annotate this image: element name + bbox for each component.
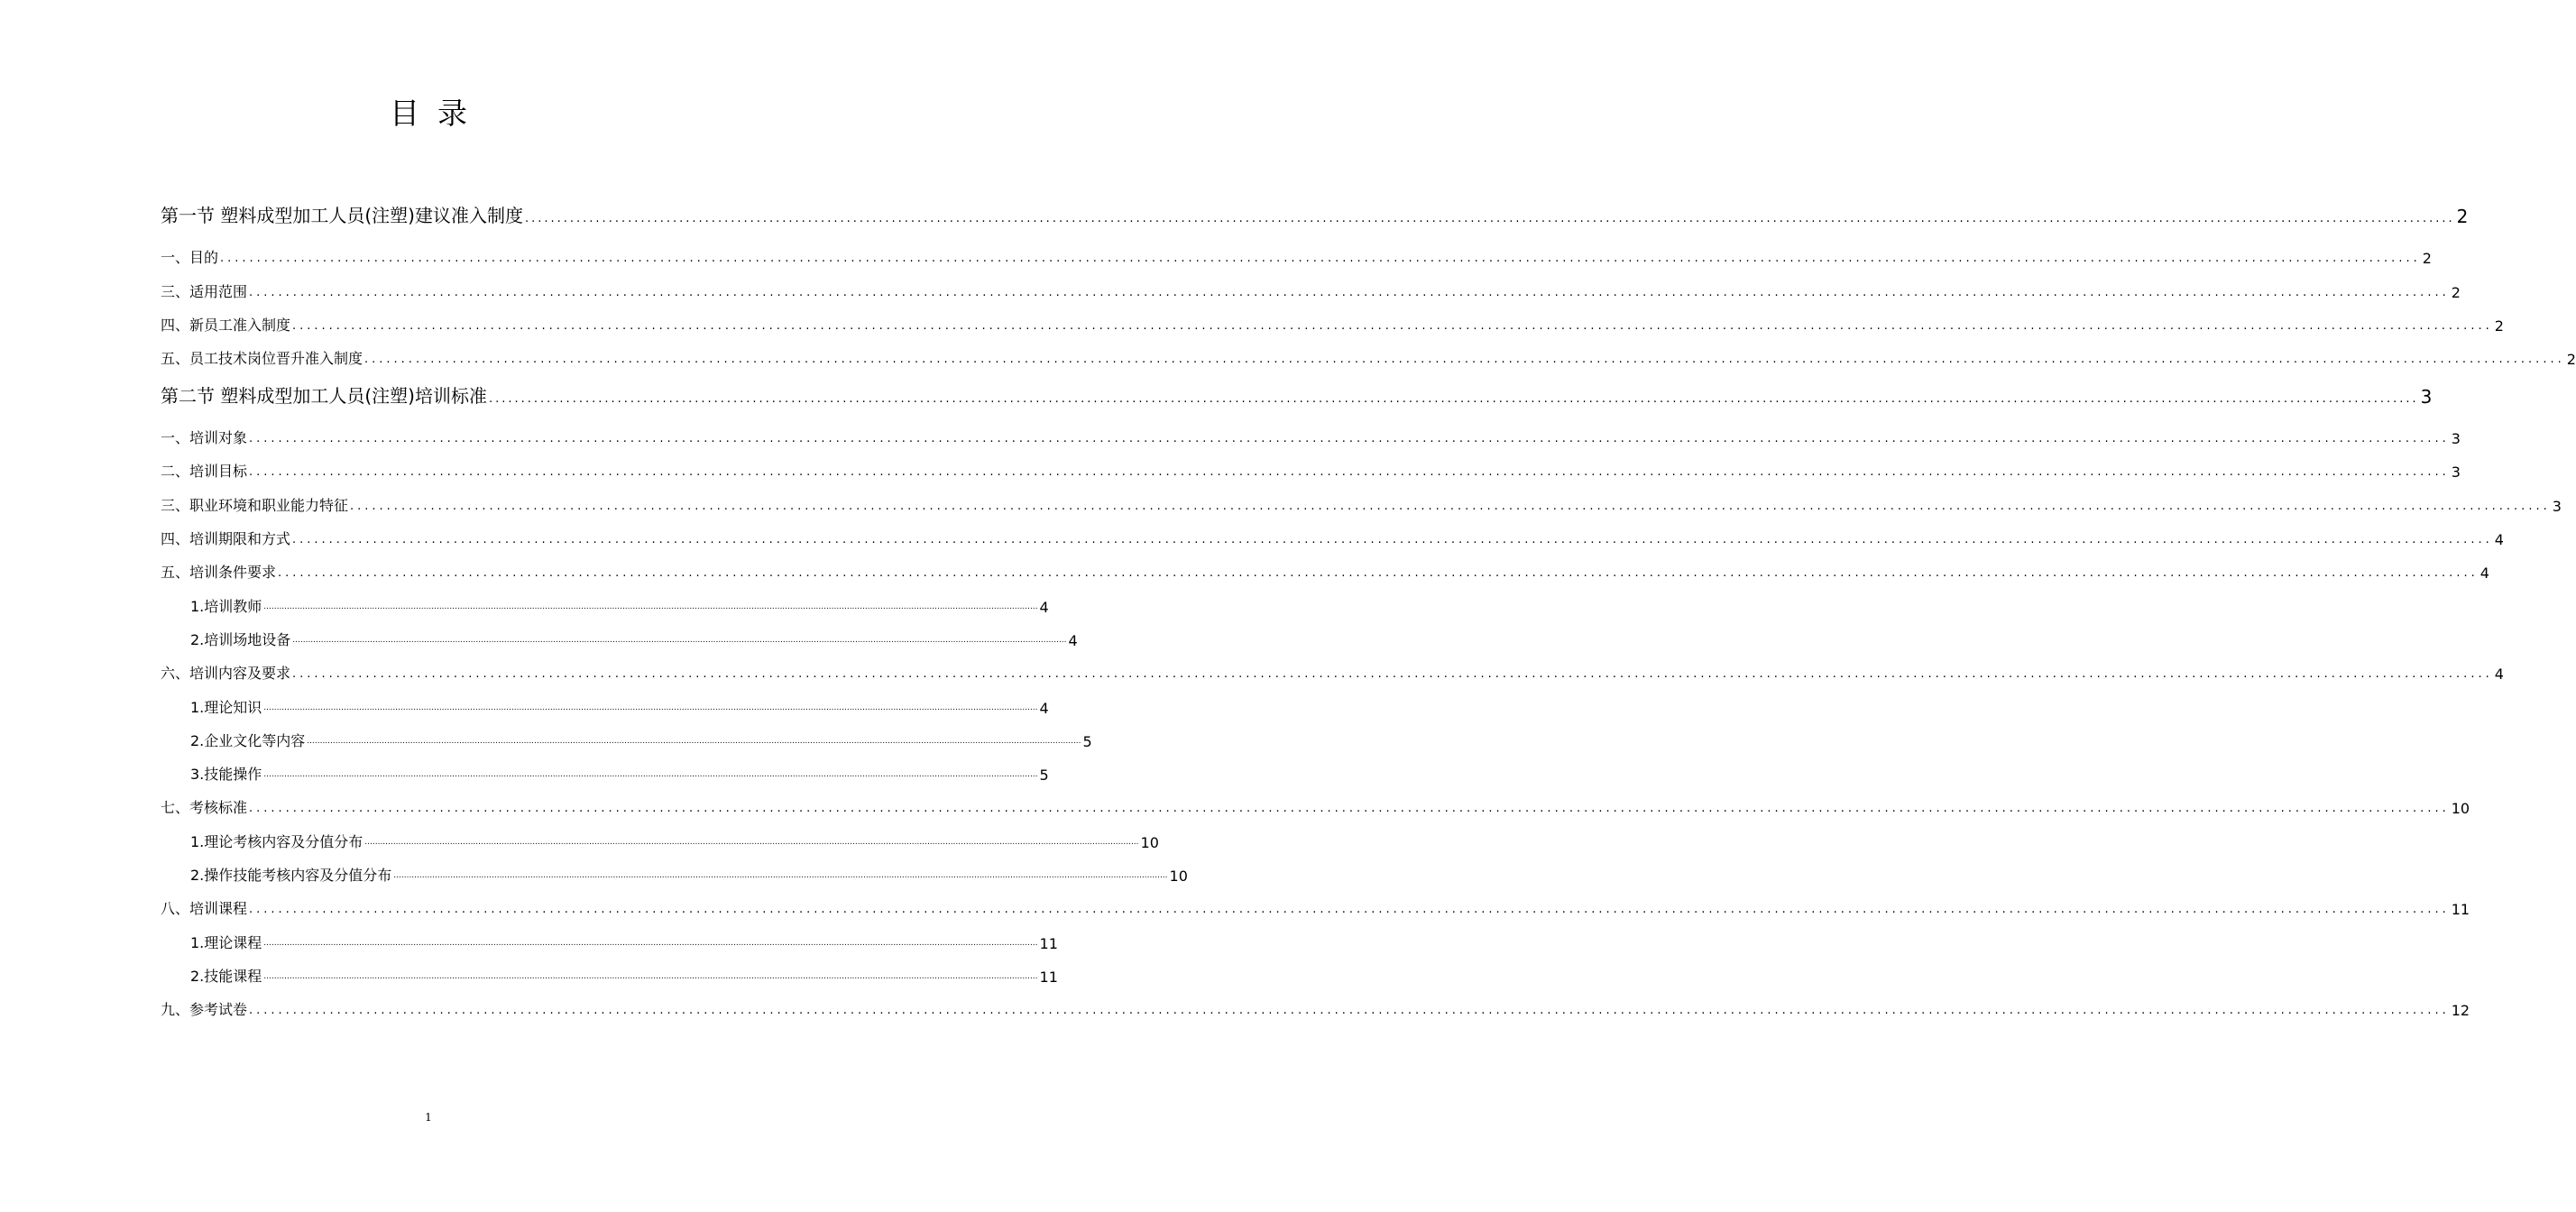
toc-entry-page: 2 [2456, 206, 2469, 227]
toc-entry[interactable] [161, 341, 2576, 368]
toc-entry[interactable] [161, 308, 2504, 335]
toc-entry-label: 1.理论知识 [190, 699, 262, 716]
dot-leader: ............................................................................................................................................................................................................................................................................................................ [263, 602, 1038, 611]
toc-entry-label: 五、员工技术岗位晋升准入制度 [161, 350, 363, 367]
toc-entry[interactable] [161, 274, 2461, 301]
dot-leader: ............................................................................................................................................................................................................................................................................................................ [249, 286, 2450, 299]
dot-leader: ............................................................................................................................................................................................................................................................................................................ [307, 737, 1081, 746]
toc-entry-page: 3 [2552, 498, 2562, 515]
toc-entry-page: 5 [1039, 767, 1049, 784]
toc-entry[interactable] [161, 790, 2470, 817]
toc-entry-label: 2.操作技能考核内容及分值分布 [190, 867, 392, 884]
toc-entry-page: 2 [2494, 317, 2504, 335]
toc-entry-page: 2 [2451, 284, 2461, 301]
toc-entry[interactable] [161, 240, 2432, 267]
toc-title: 目录 [390, 96, 485, 131]
dot-leader: ............................................................................................................................................................................................................................................................................................................ [393, 871, 1168, 880]
dot-leader: ............................................................................................................................................................................................................................................................................................................ [249, 1004, 2450, 1017]
toc-entry-label: 1.理论课程 [190, 934, 262, 951]
toc-entry[interactable] [161, 891, 2470, 918]
toc-entry[interactable] [161, 992, 2470, 1019]
dot-leader: ............................................................................................................................................................................................................................................................................................................ [292, 636, 1067, 645]
toc-entry[interactable] [161, 521, 2504, 548]
dot-leader: ............................................................................................................................................................................................................................................................................................................ [488, 392, 2419, 406]
toc-entry-label: 五、培训条件要求 [161, 564, 277, 581]
toc-entry-label: 四、新员工准入制度 [161, 317, 291, 334]
toc-entry-label: 三、适用范围 [161, 283, 248, 300]
toc-entry[interactable] [190, 858, 1188, 885]
toc-entry-label: 一、目的 [161, 249, 219, 266]
toc-entry-page: 4 [2479, 565, 2489, 582]
toc-entry-label: 2.企业文化等内容 [190, 732, 306, 749]
dot-leader: ............................................................................................................................................................................................................................................................................................................ [249, 802, 2450, 815]
toc-entry[interactable] [190, 622, 1078, 649]
toc-entry[interactable] [190, 723, 1092, 750]
toc-entry-page: 4 [1039, 700, 1049, 717]
toc-entry-page: 11 [2451, 901, 2470, 918]
toc-entry-page: 10 [1169, 868, 1188, 885]
dot-leader: ............................................................................................................................................................................................................................................................................................................ [263, 972, 1038, 981]
toc-entry-label: 二、培训目标 [161, 463, 248, 480]
toc-entry-page: 4 [1068, 632, 1078, 649]
toc-entry-label: 1.培训教师 [190, 598, 262, 615]
toc-entry-label: 3.技能操作 [190, 766, 262, 783]
dot-leader: ............................................................................................................................................................................................................................................................................................................ [364, 353, 2565, 366]
dot-leader: ............................................................................................................................................................................................................................................................................................................ [263, 703, 1038, 712]
dot-leader: ............................................................................................................................................................................................................................................................................................................ [249, 432, 2450, 445]
dot-leader: ............................................................................................................................................................................................................................................................................................................ [263, 939, 1038, 948]
toc-entry-page: 10 [1140, 834, 1159, 851]
toc-entry-page: 10 [2451, 800, 2470, 817]
toc-entry-page: 2 [2422, 250, 2432, 267]
toc-entry-label: 第一节 塑料成型加工人员(注塑)建议准入制度 [161, 205, 523, 226]
toc-entry[interactable] [161, 200, 2469, 227]
dot-leader: ............................................................................................................................................................................................................................................................................................................ [292, 533, 2493, 546]
toc-entry-page: 5 [1082, 733, 1092, 750]
toc-entry-page: 3 [2451, 430, 2461, 447]
toc-entry-label: 七、考核标准 [161, 799, 248, 816]
dot-leader: ............................................................................................................................................................................................................................................................................................................ [263, 770, 1038, 779]
dot-leader: ............................................................................................................................................................................................................................................................................................................ [249, 465, 2450, 479]
toc-entry-label: 一、培训对象 [161, 429, 248, 446]
toc-entry-label: 2.技能课程 [190, 968, 262, 985]
toc-entry-label: 八、培训课程 [161, 900, 248, 917]
toc-entry-page: 3 [2451, 464, 2461, 481]
toc-entry-page: 4 [2494, 531, 2504, 548]
dot-leader: ............................................................................................................................................................................................................................................................................................................ [292, 667, 2493, 681]
toc-entry-label: 1.理论考核内容及分值分布 [190, 833, 363, 850]
toc-entry-label: 三、职业环境和职业能力特征 [161, 497, 349, 514]
toc-entry-label: 六、培训内容及要求 [161, 665, 291, 682]
toc-entry[interactable] [190, 824, 1159, 851]
dot-leader: ............................................................................................................................................................................................................................................................................................................ [249, 903, 2450, 916]
toc-entry-page: 4 [1039, 599, 1049, 616]
toc-entry-page: 11 [1039, 969, 1058, 986]
toc-entry[interactable] [190, 690, 1049, 717]
toc-entry[interactable] [161, 381, 2433, 408]
toc-entry[interactable] [190, 959, 1058, 986]
toc-entry-page: 4 [2494, 666, 2504, 683]
dot-leader: ............................................................................................................................................................................................................................................................................................................ [220, 252, 2421, 265]
toc-entry[interactable] [190, 589, 1049, 616]
toc-entry-page: 3 [2420, 386, 2433, 408]
toc-entry[interactable] [161, 420, 2461, 447]
toc-entry-label: 四、培训期限和方式 [161, 530, 291, 547]
dot-leader: ............................................................................................................................................................................................................................................................................................................ [364, 838, 1139, 847]
toc-entry-label: 2.培训场地设备 [190, 631, 291, 648]
toc-entry[interactable] [161, 488, 2562, 515]
toc-entry[interactable] [161, 656, 2504, 683]
toc-entry-page: 11 [1039, 935, 1058, 952]
toc-entry-label: 九、参考试卷 [161, 1001, 248, 1018]
page-number-footer: 1 [425, 1111, 432, 1124]
toc-entry[interactable] [190, 757, 1049, 784]
dot-leader: ............................................................................................................................................................................................................................................................................................................ [278, 566, 2479, 580]
dot-leader: ............................................................................................................................................................................................................................................................................................................ [292, 319, 2493, 333]
dot-leader: ............................................................................................................................................................................................................................................................................................................ [524, 212, 2455, 225]
toc-entry[interactable] [190, 925, 1058, 952]
toc-entry-label: 第二节 塑料成型加工人员(注塑)培训标准 [161, 385, 487, 407]
dot-leader: ............................................................................................................................................................................................................................................................................................................ [350, 500, 2551, 513]
toc-entry[interactable] [161, 454, 2461, 481]
toc-entry[interactable] [161, 555, 2489, 582]
toc-entry-page: 2 [2566, 351, 2576, 368]
toc-entry-page: 12 [2451, 1002, 2470, 1019]
